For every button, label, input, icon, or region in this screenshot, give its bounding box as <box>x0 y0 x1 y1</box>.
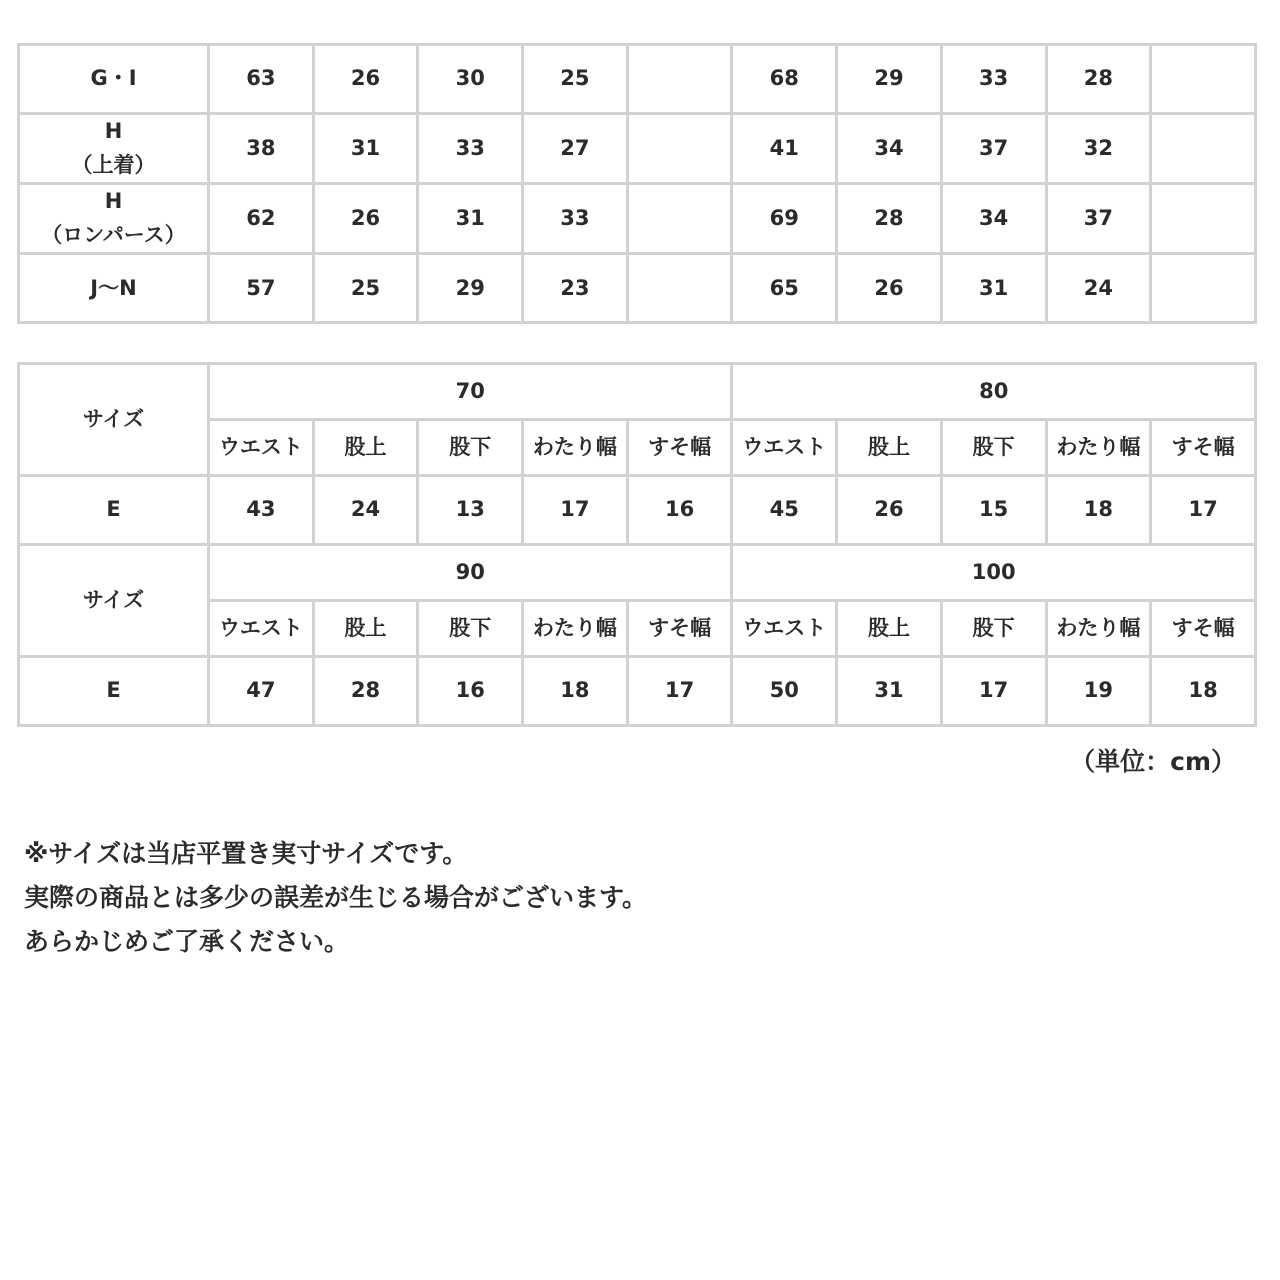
column-header: すそ幅 <box>627 601 732 657</box>
table-cell: 33 <box>523 184 628 254</box>
size-group-header-row <box>19 364 1256 420</box>
column-header: ウエスト <box>732 601 837 657</box>
table-cell: 43 <box>209 476 314 545</box>
column-header: ウエスト <box>209 420 314 476</box>
row-label: G・I <box>19 45 209 114</box>
table-cell: 26 <box>837 476 942 545</box>
table-cell: 13 <box>418 476 523 545</box>
column-header: すそ幅 <box>1151 420 1256 476</box>
table-row <box>19 45 1256 114</box>
table-cell: 17 <box>627 657 732 726</box>
table-cell: 37 <box>941 114 1046 184</box>
table-cell: 16 <box>418 657 523 726</box>
note-line: あらかじめご了承ください。 <box>24 927 350 956</box>
row-label: H （上着） <box>19 114 209 184</box>
note-line: 実際の商品とは多少の誤差が生じる場合がございます。 <box>24 883 648 912</box>
table-cell: 18 <box>1151 657 1256 726</box>
table-cell: 17 <box>523 476 628 545</box>
row-label: E <box>19 476 209 545</box>
table-cell: 29 <box>837 45 942 114</box>
table-row <box>19 254 1256 323</box>
table-cell: 50 <box>732 657 837 726</box>
row-label: H （ロンパース） <box>19 184 209 254</box>
table-cell: 37 <box>1046 184 1151 254</box>
column-header: 股下 <box>941 601 1046 657</box>
table-row <box>19 476 1256 545</box>
column-header: わたり幅 <box>523 420 628 476</box>
table-cell: 69 <box>732 184 837 254</box>
note-line: ※サイズは当店平置き実寸サイズです。 <box>24 839 468 868</box>
table-cell: 25 <box>523 45 628 114</box>
column-header: 股下 <box>941 420 1046 476</box>
column-header: 股下 <box>418 601 523 657</box>
column-header: すそ幅 <box>627 420 732 476</box>
column-header: わたり幅 <box>1046 601 1151 657</box>
size-group-header-row <box>19 545 1256 601</box>
column-header: わたり幅 <box>523 601 628 657</box>
table-cell: 47 <box>209 657 314 726</box>
table-cell <box>1151 184 1256 254</box>
row-label: J〜N <box>19 254 209 323</box>
table-row <box>19 114 1256 184</box>
table-cell <box>627 184 732 254</box>
table-cell <box>1151 45 1256 114</box>
table-cell <box>1151 254 1256 323</box>
size-group-header: 70 <box>209 364 732 420</box>
table-cell: 16 <box>627 476 732 545</box>
size-notes <box>24 832 1224 964</box>
table-cell: 33 <box>941 45 1046 114</box>
table-cell: 31 <box>837 657 942 726</box>
table-cell: 31 <box>941 254 1046 323</box>
table-cell: 23 <box>523 254 628 323</box>
size-header: サイズ <box>19 545 209 657</box>
table-cell: 26 <box>837 254 942 323</box>
size-group-header: 80 <box>732 364 1256 420</box>
table-cell: 68 <box>732 45 837 114</box>
column-header: 股上 <box>313 601 418 657</box>
table-cell: 17 <box>1151 476 1256 545</box>
size-table-bottom <box>17 362 1257 727</box>
size-group-header: 100 <box>732 545 1256 601</box>
table-cell: 31 <box>313 114 418 184</box>
table-cell: 65 <box>732 254 837 323</box>
table-row <box>19 184 1256 254</box>
size-group-header: 90 <box>209 545 732 601</box>
table-cell: 26 <box>313 184 418 254</box>
table-cell: 24 <box>1046 254 1151 323</box>
column-header: すそ幅 <box>1151 601 1256 657</box>
table-cell: 27 <box>523 114 628 184</box>
table-row <box>19 657 1256 726</box>
table-cell: 63 <box>209 45 314 114</box>
table-cell: 34 <box>941 184 1046 254</box>
table-cell <box>627 45 732 114</box>
table-cell: 28 <box>1046 45 1151 114</box>
table-cell: 24 <box>313 476 418 545</box>
table-cell: 29 <box>418 254 523 323</box>
table-cell: 18 <box>1046 476 1151 545</box>
table-cell: 45 <box>732 476 837 545</box>
table-cell: 28 <box>837 184 942 254</box>
table-cell: 33 <box>418 114 523 184</box>
column-header: 股上 <box>837 420 942 476</box>
unit-note: （単位：cm） <box>1070 747 1236 776</box>
table-cell <box>627 114 732 184</box>
size-header: サイズ <box>19 364 209 476</box>
column-header: 股上 <box>837 601 942 657</box>
table-cell: 31 <box>418 184 523 254</box>
table-cell: 25 <box>313 254 418 323</box>
column-header: ウエスト <box>732 420 837 476</box>
table-cell: 62 <box>209 184 314 254</box>
table-cell: 41 <box>732 114 837 184</box>
column-header: ウエスト <box>209 601 314 657</box>
table-cell: 26 <box>313 45 418 114</box>
table-cell: 28 <box>313 657 418 726</box>
table-cell: 18 <box>523 657 628 726</box>
table-cell <box>1151 114 1256 184</box>
column-header: わたり幅 <box>1046 420 1151 476</box>
column-header: 股上 <box>313 420 418 476</box>
table-cell: 15 <box>941 476 1046 545</box>
table-cell: 30 <box>418 45 523 114</box>
table-cell: 57 <box>209 254 314 323</box>
table-cell: 17 <box>941 657 1046 726</box>
table-cell: 19 <box>1046 657 1151 726</box>
size-table-top <box>17 43 1257 324</box>
row-label: E <box>19 657 209 726</box>
table-cell: 34 <box>837 114 942 184</box>
column-header: 股下 <box>418 420 523 476</box>
table-cell: 32 <box>1046 114 1151 184</box>
table-cell: 38 <box>209 114 314 184</box>
table-cell <box>627 254 732 323</box>
